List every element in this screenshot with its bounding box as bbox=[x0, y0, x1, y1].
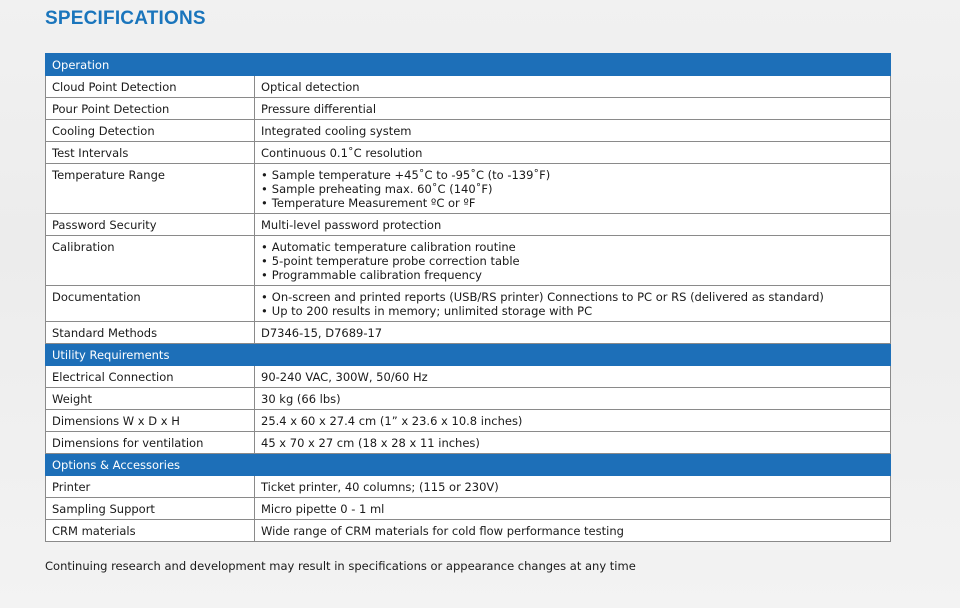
table-row bbox=[46, 164, 891, 214]
table-row bbox=[46, 322, 891, 344]
spec-value: Wide range of CRM materials for cold flow performance testing bbox=[255, 520, 891, 542]
table-row bbox=[46, 286, 891, 322]
bullet-item: • Sample preheating max. 60˚C (140˚F) bbox=[261, 182, 884, 196]
spec-label: Standard Methods bbox=[46, 322, 255, 344]
section-heading: Utility Requirements bbox=[46, 344, 891, 366]
spec-value: 30 kg (66 lbs) bbox=[255, 388, 891, 410]
spec-value: Ticket printer, 40 columns; (115 or 230V) bbox=[255, 476, 891, 498]
spec-value: Pressure differential bbox=[255, 98, 891, 120]
table-row bbox=[46, 366, 891, 388]
spec-label: Sampling Support bbox=[46, 498, 255, 520]
footnote: Continuing research and development may result in specifications or appearance changes at any time bbox=[45, 559, 636, 573]
bullet-item: • Temperature Measurement ºC or ºF bbox=[261, 196, 884, 210]
spec-label: Weight bbox=[46, 388, 255, 410]
spec-value: Multi-level password protection bbox=[255, 214, 891, 236]
bullet-item: • Programmable calibration frequency bbox=[261, 268, 884, 282]
spec-label: Electrical Connection bbox=[46, 366, 255, 388]
section-heading: Operation bbox=[46, 54, 891, 76]
section-header-options-accessories bbox=[46, 454, 891, 476]
table-row bbox=[46, 98, 891, 120]
table-row bbox=[46, 76, 891, 98]
table-row bbox=[46, 236, 891, 286]
bullet-item: • Up to 200 results in memory; unlimited storage with PC bbox=[261, 304, 884, 318]
spec-value: D7346-15, D7689-17 bbox=[255, 322, 891, 344]
bullet-item: • 5-point temperature probe correction table bbox=[261, 254, 884, 268]
table-row bbox=[46, 214, 891, 236]
spec-label: Documentation bbox=[46, 286, 255, 322]
specifications-table bbox=[45, 53, 891, 542]
bullet-list bbox=[261, 240, 884, 282]
spec-value: Continuous 0.1˚C resolution bbox=[255, 142, 891, 164]
section-header-utility-requirements bbox=[46, 344, 891, 366]
spec-label: Test Intervals bbox=[46, 142, 255, 164]
spec-value: 45 x 70 x 27 cm (18 x 28 x 11 inches) bbox=[255, 432, 891, 454]
spec-label: Dimensions for ventilation bbox=[46, 432, 255, 454]
table-row bbox=[46, 476, 891, 498]
spec-value: 90-240 VAC, 300W, 50/60 Hz bbox=[255, 366, 891, 388]
spec-value: 25.4 x 60 x 27.4 cm (1” x 23.6 x 10.8 inches) bbox=[255, 410, 891, 432]
spec-label: Calibration bbox=[46, 236, 255, 286]
bullet-item: • On-screen and printed reports (USB/RS printer) Connections to PC or RS (delivered as standard) bbox=[261, 290, 884, 304]
spec-label: Printer bbox=[46, 476, 255, 498]
section-header-operation bbox=[46, 54, 891, 76]
spec-value: Integrated cooling system bbox=[255, 120, 891, 142]
spec-value bbox=[255, 164, 891, 214]
table-row bbox=[46, 520, 891, 542]
table-row bbox=[46, 432, 891, 454]
bullet-list bbox=[261, 168, 884, 210]
table-row bbox=[46, 142, 891, 164]
spec-value: Micro pipette 0 - 1 ml bbox=[255, 498, 891, 520]
bullet-list bbox=[261, 290, 884, 318]
spec-value bbox=[255, 286, 891, 322]
spec-label: Cooling Detection bbox=[46, 120, 255, 142]
table-row bbox=[46, 388, 891, 410]
spec-label: Cloud Point Detection bbox=[46, 76, 255, 98]
spec-label: CRM materials bbox=[46, 520, 255, 542]
table-row bbox=[46, 120, 891, 142]
spec-label: Pour Point Detection bbox=[46, 98, 255, 120]
section-heading: Options & Accessories bbox=[46, 454, 891, 476]
bullet-item: • Automatic temperature calibration routine bbox=[261, 240, 884, 254]
bullet-item: • Sample temperature +45˚C to -95˚C (to -139˚F) bbox=[261, 168, 884, 182]
page-title: SPECIFICATIONS bbox=[45, 8, 206, 29]
spec-label: Dimensions W x D x H bbox=[46, 410, 255, 432]
spec-label: Password Security bbox=[46, 214, 255, 236]
table-row bbox=[46, 410, 891, 432]
table-row bbox=[46, 498, 891, 520]
spec-label: Temperature Range bbox=[46, 164, 255, 214]
spec-value: Optical detection bbox=[255, 76, 891, 98]
spec-value bbox=[255, 236, 891, 286]
